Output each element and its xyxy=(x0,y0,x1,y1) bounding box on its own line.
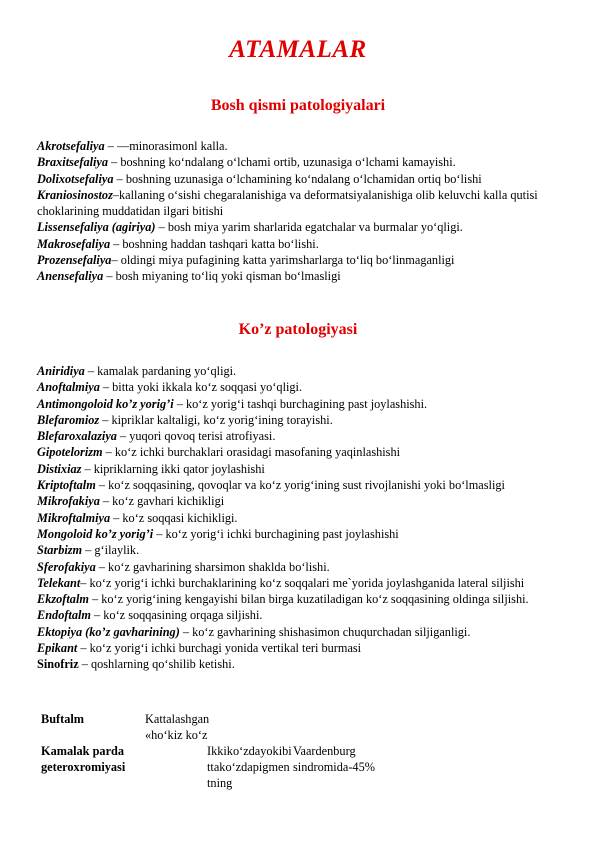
term-separator: – xyxy=(99,380,113,395)
glossary-definition: koʻz yorigʻi ichki burchaklarining koʻz soqqalari me`yorida joylashganida lateral siljishi xyxy=(89,575,525,590)
symptom-table xyxy=(37,711,457,791)
table-row xyxy=(37,775,457,791)
glossary-definition: koʻz gavharining shishasimon chuqurchadan siljiganligi. xyxy=(192,624,471,639)
glossary-definition: bitta yoki ikkala koʻz soqqasi yoʻqligi. xyxy=(112,380,303,395)
glossary-term: Mongoloid ko’z yorig’i xyxy=(37,526,154,541)
glossary-definition: koʻz gavhari kichikligi xyxy=(112,494,225,509)
table-cell: tning xyxy=(207,776,233,790)
term-separator: – xyxy=(77,641,90,656)
glossary-definition: bosh miyaning toʻliq yoki qisman boʻlmasligi xyxy=(115,269,341,284)
term-separator: – xyxy=(95,478,109,493)
glossary-definition: oldingi miya pufagining katta yarimsharlarga toʻliq boʻlinmaganligi xyxy=(120,253,455,268)
term-separator: – xyxy=(82,543,95,558)
glossary-entry xyxy=(37,510,557,526)
glossary-term: Ekzoftalm xyxy=(37,592,89,607)
table-row xyxy=(37,711,457,727)
glossary-definition: koʻz yorigʻi ichki burchagining past joylashishi xyxy=(165,526,399,541)
glossary-term: Ektopiya (ko’z gavharining) xyxy=(37,624,180,639)
term-separator: – xyxy=(110,510,123,525)
term-separator: – xyxy=(80,575,90,590)
glossary-term: Mikroftalmiya xyxy=(37,510,111,525)
term-separator: – xyxy=(111,253,121,268)
table-cell: sindromida-45% xyxy=(293,760,375,774)
glossary-entry xyxy=(37,591,557,607)
term-separator: – xyxy=(88,592,102,607)
glossary-definition: ―minorasimonl kalla. xyxy=(116,139,228,153)
page-title: ATAMALAR xyxy=(229,36,367,63)
term-separator: – xyxy=(173,396,186,411)
glossary-term: Aniridiya xyxy=(37,364,85,378)
glossary-definition: koʻz soqqasining orqaga siljishi. xyxy=(103,608,263,623)
table-cell: ttakoʻzdapigmen xyxy=(207,760,290,774)
section-heading-eye: Ko’z patologiyasi xyxy=(238,321,358,338)
glossary-definition: koʻz soqqasining, qovoqlar va koʻz yorigʻining sust rivojlanishi yoki boʻlmasligi xyxy=(108,478,505,493)
term-separator: – xyxy=(112,187,120,202)
glossary-term: Kriptoftalm xyxy=(37,478,96,493)
glossary-term: Sinofriz xyxy=(37,657,79,672)
glossary-term: Gipotelorizm xyxy=(37,445,103,460)
glossary-term: Blefaroxalaziya xyxy=(37,429,117,444)
term-separator: – xyxy=(90,608,104,623)
glossary-term: Akrotsefaliya xyxy=(37,139,105,153)
glossary-entry xyxy=(37,493,557,509)
term-separator: – xyxy=(78,657,91,672)
glossary-term: Blefaromioz xyxy=(37,412,100,427)
table-cell: Ikkikoʻzdayokibi xyxy=(207,744,292,758)
glossary-term: Distixiaz xyxy=(37,461,82,476)
glossary-term: Anensefaliya xyxy=(37,269,104,284)
glossary-entry xyxy=(37,363,557,379)
glossary-entry xyxy=(37,412,557,428)
table-cell: Kamalak parda xyxy=(41,744,125,758)
glossary-definition: koʻz yorigʻining kengayishi bilan birga kuzatiladigan koʻz soqqasining oldinga siljishi. xyxy=(101,592,529,607)
glossary-term: Antimongoloid ko’z yorig’i xyxy=(37,396,174,411)
glossary-entry xyxy=(37,187,557,220)
glossary-entry xyxy=(37,656,557,672)
glossary-entry xyxy=(37,252,557,268)
term-separator: – xyxy=(99,494,113,509)
glossary-definition: koʻz soqqasi kichikligi. xyxy=(122,510,238,525)
glossary-entry xyxy=(37,268,557,284)
table-cell: Buftalm xyxy=(41,712,85,726)
glossary-definition: qoshlarning qoʻshilib ketishi. xyxy=(90,657,235,672)
glossary-entry xyxy=(37,379,557,395)
glossary-term: Prozensefaliya xyxy=(37,253,112,268)
glossary-definition: gʻilaylik. xyxy=(94,543,140,558)
glossary-entry xyxy=(37,477,557,493)
glossary-definition: kallaning oʻsishi chegaralanishiga va deformatsiyalanishiga olib keluvchi kalla qutisi choklarining muddatidan ilgari bitishi xyxy=(37,187,538,219)
term-separator: – xyxy=(153,526,166,541)
glossary-term: Epikant xyxy=(37,641,78,656)
glossary-term: Braxitsefaliya xyxy=(37,155,109,170)
glossary-definition: boshning koʻndalang oʻlchami ortib, uzunasiga oʻlchami kamayishi. xyxy=(120,155,456,170)
table-cell: Vaardenburg xyxy=(293,744,356,758)
term-separator: – xyxy=(84,364,98,378)
glossary-term: Makrosefaliya xyxy=(37,236,111,251)
term-separator: – xyxy=(95,559,109,574)
glossary-definition: koʻz gavharining sharsimon shaklda boʻlishi. xyxy=(108,559,330,574)
term-separator: – xyxy=(108,155,121,170)
glossary-term: Kraniosinostoz xyxy=(37,187,113,202)
term-separator: – xyxy=(99,412,112,427)
glossary-term: Anoftalmiya xyxy=(37,380,100,395)
glossary-entry xyxy=(37,575,557,591)
term-separator: – xyxy=(155,220,168,235)
glossary-term: Lissensefaliya (agiriya) xyxy=(37,220,156,235)
table-cell: Kattalashgan xyxy=(145,712,210,726)
term-separator: – xyxy=(179,624,193,639)
glossary-term: Telekant xyxy=(37,575,81,590)
table-row xyxy=(37,727,457,743)
table-row xyxy=(37,743,457,759)
glossary-entry xyxy=(37,624,557,640)
glossary-entry xyxy=(37,171,557,187)
glossary-entry xyxy=(37,154,557,170)
table-row xyxy=(37,759,457,775)
section-heading-head: Bosh qismi patologiyalari xyxy=(210,97,386,114)
glossary-definition: koʻz yorigʻi tashqi burchagining past joylashishi. xyxy=(185,396,428,411)
glossary-definition: kamalak pardaning yoʻqligi. xyxy=(97,364,237,378)
glossary-definition: kipriklar kaltaligi, koʻz yorigʻining torayishi. xyxy=(111,412,333,427)
glossary-term: Starbizm xyxy=(37,543,83,558)
glossary-entry xyxy=(37,236,557,252)
term-separator: – xyxy=(113,171,126,186)
glossary-term: Sferofakiya xyxy=(37,559,96,574)
glossary-definition: bosh miya yarim sharlarida egatchalar va burmalar yoʻqligi. xyxy=(167,220,463,235)
term-separator: – xyxy=(116,429,130,444)
glossary-entry xyxy=(37,526,557,542)
term-separator: – xyxy=(104,139,117,153)
glossary-entry xyxy=(37,461,557,477)
glossary-definition: koʻz ichki burchaklari orasidagi masofaning yaqinlashishi xyxy=(114,445,401,460)
term-separator: – xyxy=(110,236,123,251)
glossary-entry xyxy=(37,559,557,575)
glossary-term: Endoftalm xyxy=(37,608,91,623)
glossary-entry xyxy=(37,219,557,235)
glossary-entry xyxy=(37,428,557,444)
table-cell: geteroxromiyasi xyxy=(41,760,126,774)
table-cell: «hoʻkiz koʻz xyxy=(145,728,208,742)
glossary-entry xyxy=(37,607,557,623)
term-list-eye xyxy=(37,363,557,673)
glossary-entry xyxy=(37,138,557,154)
glossary-definition: kipriklarning ikki qator joylashishi xyxy=(93,461,265,476)
glossary-entry xyxy=(37,444,557,460)
glossary-entry xyxy=(37,396,557,412)
glossary-definition: koʻz yorigʻi ichki burchagi yonida vertikal teri burmasi xyxy=(89,641,362,656)
term-separator: – xyxy=(103,269,116,284)
term-list-head xyxy=(37,138,557,285)
glossary-definition: boshning haddan tashqari katta boʻlishi. xyxy=(122,236,319,251)
glossary-term: Dolixotsefaliya xyxy=(37,171,114,186)
glossary-definition: boshning uzunasiga oʻlchamining koʻndalang oʻlchamidan ortiq boʻlishi xyxy=(125,171,482,186)
glossary-entry xyxy=(37,542,557,558)
glossary-term: Mikrofakiya xyxy=(37,494,100,509)
term-separator: – xyxy=(81,461,94,476)
term-separator: – xyxy=(102,445,115,460)
glossary-entry xyxy=(37,640,557,656)
glossary-definition: yuqori qovoq terisi atrofiyasi. xyxy=(129,429,276,444)
